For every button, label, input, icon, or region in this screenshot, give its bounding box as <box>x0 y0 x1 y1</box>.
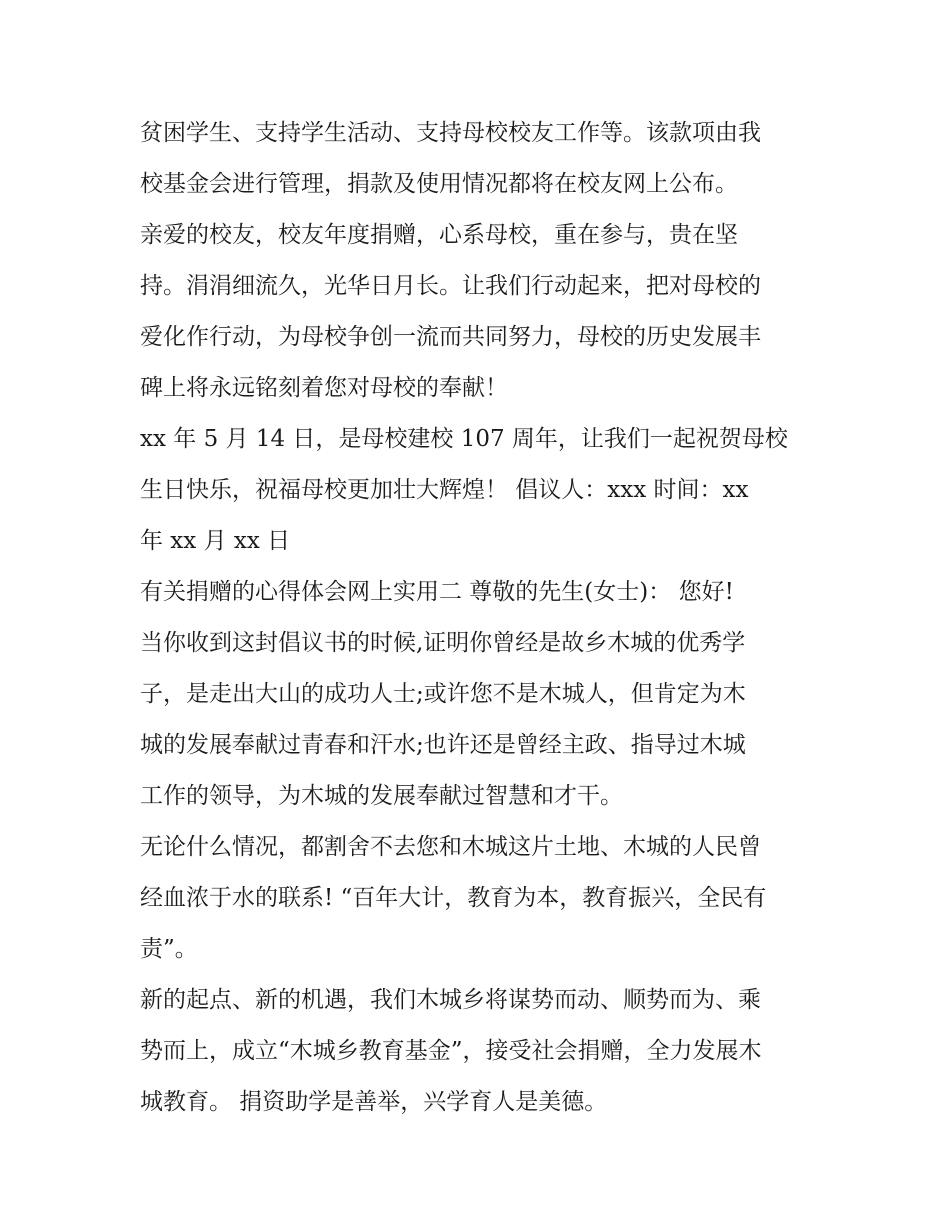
text-line: 子，是走出大山的成功人士;或许您不是木城人，但肯定为木 <box>140 681 746 707</box>
text-line: 势而上，成立“木城乡教育基金”，接受社会捐赠，全力发展木 <box>140 1038 762 1064</box>
text-line: 贫困学生、支持学生活动、支持母校校友工作等。该款项由我 <box>140 120 761 146</box>
text-line: 生日快乐，祝福母校更加壮大辉煌！ 倡议人：xxx 时间：xx <box>140 477 749 503</box>
text-line: 年 xx 月 xx 日 <box>140 528 291 554</box>
text-line: 经血浓于水的联系! “百年大计，教育为本，教育振兴，全民有 <box>140 885 767 911</box>
text-line: 有关捐赠的心得体会网上实用二 尊敬的先生(女士)： 您好! <box>140 579 734 605</box>
text-line: 新的起点、新的机遇，我们木城乡将谋势而动、顺势而为、乘 <box>140 987 761 1013</box>
text-line: 亲爱的校友，校友年度捐赠，心系母校，重在参与，贵在坚 <box>140 222 738 248</box>
text-line: xx 年 5 月 14 日，是母校建校 107 周年，让我们一起祝贺母校 <box>140 426 788 452</box>
text-line: 城教育。 捐资助学是善举，兴学育人是美德。 <box>140 1089 608 1115</box>
text-line: 城的发展奉献过青春和汗水;也许还是曾经主政、指导过木城 <box>140 732 746 758</box>
document-body <box>140 108 820 1128</box>
text-line: 无论什么情况，都割舍不去您和木城这片土地、木城的人民曾 <box>140 834 761 860</box>
text-line: 工作的领导，为木城的发展奉献过智慧和才干。 <box>140 783 623 809</box>
text-line: 碑上将永远铭刻着您对母校的奉献！ <box>140 375 508 401</box>
text-line: 当你收到这封倡议书的时候,证明你曾经是故乡木城的优秀学 <box>140 630 746 656</box>
text-line: 校基金会进行管理，捐款及使用情况都将在校友网上公布。 <box>140 171 738 197</box>
text-line: 责”。 <box>140 936 198 962</box>
text-line: 爱化作行动，为母校争创一流而共同努力，母校的历史发展丰 <box>140 324 761 350</box>
text-line: 持。涓涓细流久，光华日月长。让我们行动起来，把对母校的 <box>140 273 761 299</box>
